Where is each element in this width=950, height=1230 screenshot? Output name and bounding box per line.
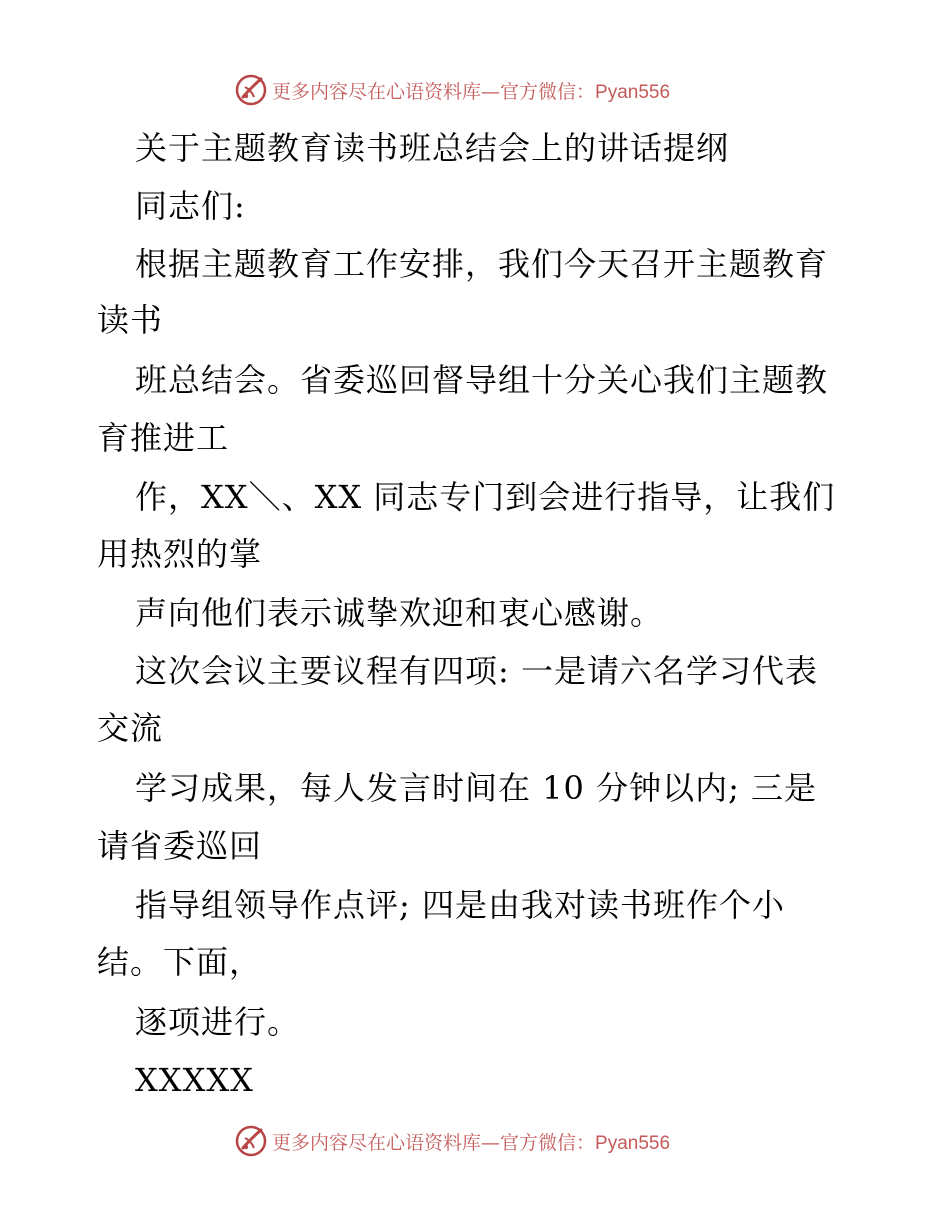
paragraph-line: 班总结会。省委巡回督导组十分关心我们主题教 [135, 361, 829, 399]
paragraph-line: 根据主题教育工作安排，我们今天召开主题教育 [135, 245, 829, 283]
signature-line: XXXXX [135, 1061, 254, 1099]
paragraph-line: 指导组领导作点评; 四是由我对读书班作个小 [135, 886, 785, 924]
paragraph-line: 逐项进行。 [135, 1003, 301, 1041]
watermark-text: 更多内容尽在心语资料库—官方微信：Pyan556 [272, 80, 671, 103]
paragraph-line: 学习成果，每人发言时间在 10 分钟以内; 三是 [135, 769, 818, 807]
paragraph-line: 请省委巡回 [97, 827, 263, 865]
paragraph-line: 交流 [97, 709, 164, 747]
brush-logo-icon [234, 73, 268, 107]
watermark-banner-top [234, 73, 714, 107]
paragraph-line: 声向他们表示诚挚欢迎和衷心感谢。 [135, 594, 664, 632]
paragraph-line: 结。下面， [97, 943, 263, 981]
salutation: 同志们: [135, 187, 246, 225]
brush-logo-icon [234, 1124, 268, 1158]
document-title: 关于主题教育读书班总结会上的讲话提纲 [135, 129, 730, 167]
watermark-text: 更多内容尽在心语资料库—官方微信：Pyan556 [272, 1131, 671, 1154]
paragraph-line: 作，XX＼、XX 同志专门到会进行指导，让我们 [135, 478, 836, 516]
paragraph-line: 读书 [97, 301, 164, 339]
paragraph-line: 育推进工 [97, 419, 230, 457]
paragraph-line: 这次会议主要议程有四项: 一是请六名学习代表 [135, 652, 818, 690]
paragraph-line: 用热烈的掌 [97, 535, 263, 573]
watermark-banner-bottom [234, 1124, 714, 1158]
